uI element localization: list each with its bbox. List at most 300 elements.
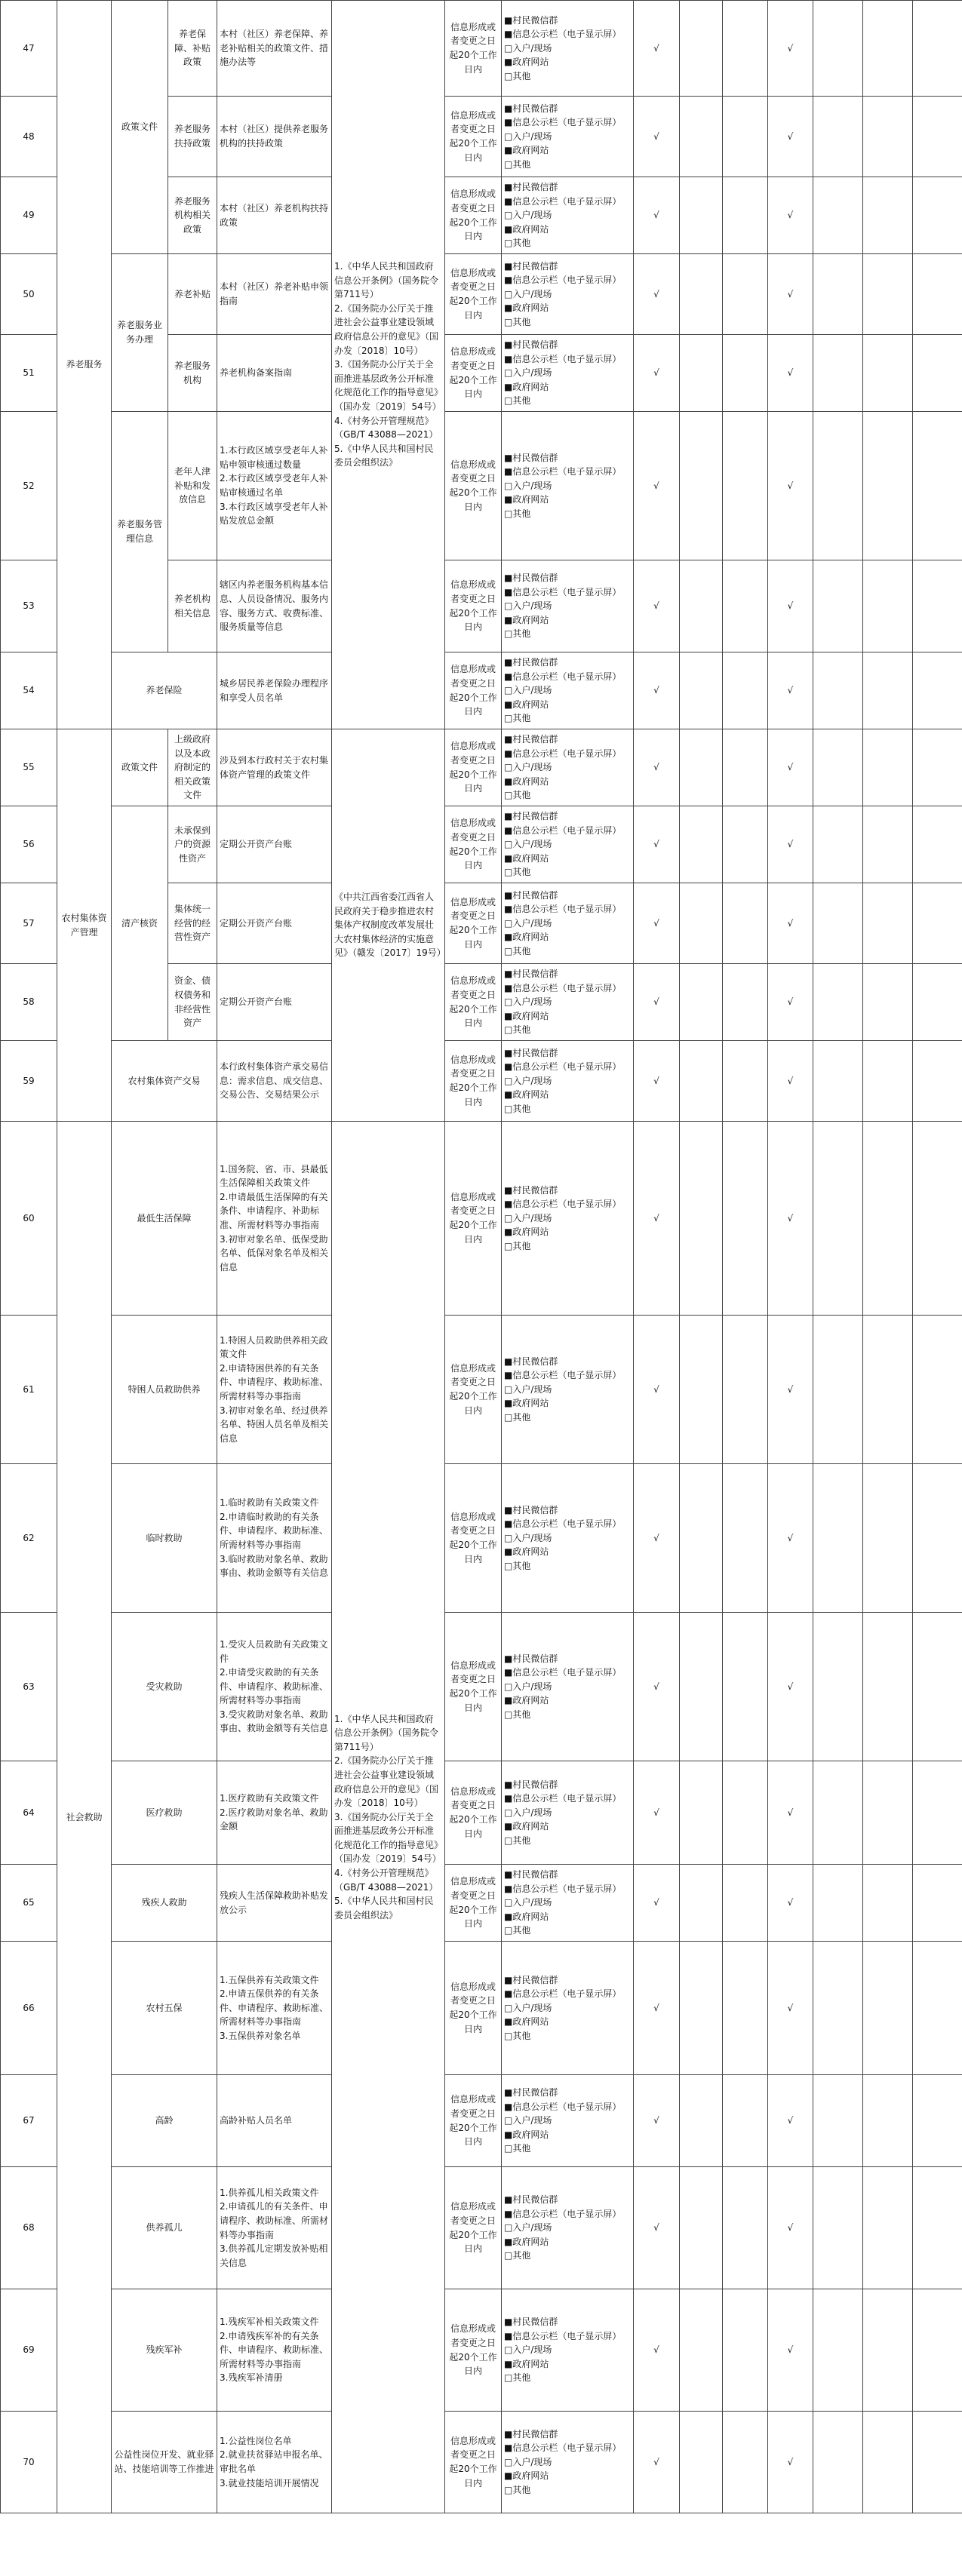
table-cell [680,412,723,560]
table-cell: 公益性岗位开发、就业驿站、技能培训等工作推进 [112,2412,217,2513]
table-cell [863,1761,913,1865]
check-mark: √ [768,1,813,97]
table-cell [813,560,863,652]
channel-option: ■政府网站 [504,1010,549,1021]
disclosure-timing: 信息形成或者变更之日起20个工作日内 [445,1865,502,1942]
channel-option: ■政府网站 [504,1398,549,1409]
channel-option: ■政府网站 [504,2236,549,2247]
channel-option: ■政府网站 [504,852,549,864]
table-cell [680,335,723,412]
table-cell [813,1316,863,1464]
table-cell: 本村（社区）养老保障、养老补贴相关的政策文件、措施办法等 [217,1,332,97]
channel-option: ■政府网站 [504,57,549,68]
channel-option: ■信息公示栏（电子显示屏） [504,353,622,364]
check-mark: √ [768,806,813,883]
row-number: 56 [1,806,57,883]
table-cell [863,1865,913,1942]
table-cell [913,806,962,883]
disclosure-timing: 信息形成或者变更之日起20个工作日内 [445,97,502,177]
table-cell: 养老服务机构相关政策 [168,177,217,254]
row-number: 70 [1,2412,57,2513]
table-cell [680,1761,723,1865]
table-cell [913,1464,962,1613]
channel-option: ■信息公示栏（电子显示屏） [504,982,622,993]
check-mark: √ [634,1464,680,1613]
table-cell [813,1761,863,1865]
check-mark: √ [634,2167,680,2289]
disclosure-timing: 信息形成或者变更之日起20个工作日内 [445,883,502,964]
channel-option: □入户/现场 [504,685,552,696]
table-cell [723,335,768,412]
table-row [1,652,962,729]
check-mark: √ [768,335,813,412]
disclosure-timing: 信息形成或者变更之日起20个工作日内 [445,806,502,883]
table-cell [813,2075,863,2167]
disclosure-channels [502,806,634,883]
channel-option: ■村民微信群 [504,1504,558,1515]
table-row [1,1761,962,1865]
table-cell [723,1122,768,1316]
channel-option: □其他 [504,1560,531,1571]
table-cell [913,1,962,97]
check-mark: √ [634,1761,680,1865]
table-cell [680,254,723,335]
table-cell: 资金、债权债务和非经营性资产 [168,964,217,1041]
channel-option: ■村民微信群 [504,1779,558,1790]
channel-option: □其他 [504,1411,531,1423]
channel-option: ■政府网站 [504,2129,549,2140]
channel-option: ■村民微信群 [504,452,558,463]
channel-option: □其他 [504,2484,531,2495]
channel-option: □入户/现场 [504,130,552,142]
disclosure-channels [502,2075,634,2167]
table-cell [723,254,768,335]
table-cell [723,1041,768,1122]
disclosure-timing: 信息形成或者变更之日起20个工作日内 [445,335,502,412]
table-cell [723,1942,768,2075]
channel-option: ■政府网站 [504,1821,549,1832]
channel-option: □入户/现场 [504,2002,552,2013]
check-mark: √ [768,560,813,652]
table-cell [913,652,962,729]
channel-option: ■政府网站 [504,1695,549,1706]
channel-option: ■政府网站 [504,1546,549,1558]
table-body [1,1,962,2513]
check-mark: √ [768,1464,813,1613]
check-mark: √ [634,254,680,335]
table-cell [813,2289,863,2412]
table-row [1,2289,962,2412]
table-cell: 1.公益性岗位名单 2.就业扶贫驿站申报名单、审批名单 3.就业技能培训开展情况 [217,2412,332,2513]
channel-option: □其他 [504,1835,531,1846]
table-cell: 高龄补贴人员名单 [217,2075,332,2167]
table-cell [863,1041,913,1122]
table-cell: 医疗救助 [112,1761,217,1865]
check-mark: √ [768,97,813,177]
row-number: 47 [1,1,57,97]
table-cell: 残疾人救助 [112,1865,217,1942]
table-cell [913,335,962,412]
channel-option: ■政府网站 [504,223,549,235]
check-mark: √ [768,2167,813,2289]
disclosure-channels [502,1464,634,1613]
disclosure-timing: 信息形成或者变更之日起20个工作日内 [445,1613,502,1761]
table-cell [813,806,863,883]
table-cell [813,335,863,412]
channel-option: ■村民微信群 [504,1974,558,1985]
table-cell [723,1316,768,1464]
channel-option: □入户/现场 [504,480,552,491]
row-number: 57 [1,883,57,964]
channel-option: □入户/现场 [504,42,552,54]
table-cell: 受灾救助 [112,1613,217,1761]
check-mark: √ [768,2289,813,2412]
channel-option: □入户/现场 [504,1532,552,1543]
channel-option: □入户/现场 [504,1681,552,1692]
table-cell [863,1,913,97]
disclosure-timing: 信息形成或者变更之日起20个工作日内 [445,2412,502,2513]
table-cell: 农村集体资产交易 [112,1041,217,1122]
channel-option: ■信息公示栏（电子显示屏） [504,195,622,207]
channel-option: ■政府网站 [504,1227,549,1238]
channel-option: □入户/现场 [504,839,552,850]
channel-option: ■政府网站 [504,302,549,314]
disclosure-timing: 信息形成或者变更之日起20个工作日内 [445,652,502,729]
channel-option: □其他 [504,2250,531,2261]
channel-option: □入户/现场 [504,996,552,1008]
table-cell [723,2075,768,2167]
disclosure-channels [502,177,634,254]
row-number: 64 [1,1761,57,1865]
check-mark: √ [634,652,680,729]
channel-option: □其他 [504,70,531,81]
table-cell [913,2167,962,2289]
table-cell [680,2167,723,2289]
disclosure-timing: 信息形成或者变更之日起20个工作日内 [445,254,502,335]
disclosure-channels [502,1041,634,1122]
table-cell [813,652,863,729]
channel-option: ■信息公示栏（电子显示屏） [504,2101,622,2112]
table-cell [813,2167,863,2289]
table-row [1,1464,962,1613]
disclosure-channels [502,1942,634,2075]
row-number: 51 [1,335,57,412]
channel-option: □其他 [504,1103,531,1114]
table-cell [913,2412,962,2513]
table-cell [680,1942,723,2075]
table-cell: 本村（社区）提供养老服务机构的扶持政策 [217,97,332,177]
table-cell [813,97,863,177]
check-mark: √ [634,2075,680,2167]
channel-option: ■信息公示栏（电子显示屏） [504,586,622,597]
table-cell [813,2412,863,2513]
channel-option: □入户/现场 [504,367,552,379]
table-cell [723,964,768,1041]
channel-option: □其他 [504,395,531,407]
table-cell [863,412,913,560]
row-number: 65 [1,1865,57,1942]
table-cell [863,254,913,335]
channel-option: ■信息公示栏（电子显示屏） [504,904,622,915]
basis-nongcun: 《中共江西省委江西省人民政府关于稳步推进农村集体产权制度改革发展壮大农村集体经济的实施意见》（赣发〔2017〕19号） [332,729,445,1122]
disclosure-timing: 信息形成或者变更之日起20个工作日内 [445,729,502,806]
channel-option: ■政府网站 [504,1089,549,1101]
table-cell [863,2412,913,2513]
table-cell: 1.本行政区域享受老年人补贴申领审核通过数量 2.本行政区域享受老年人补贴审核通过名单 3.本行政区域享受老年人补贴发放总金额 [217,412,332,560]
channel-option: ■信息公示栏（电子显示屏） [504,2330,622,2341]
channel-option: □其他 [504,1709,531,1720]
row-number: 69 [1,2289,57,2412]
check-mark: √ [768,2075,813,2167]
channel-option: ■村民微信群 [504,1869,558,1881]
table-cell [680,2412,723,2513]
check-mark: √ [768,883,813,964]
channel-option: ■村民微信群 [504,2428,558,2439]
check-mark: √ [634,883,680,964]
check-mark: √ [634,335,680,412]
channel-option: □其他 [504,238,531,249]
channel-option: ■村民微信群 [504,182,558,193]
table-row [1,1,962,97]
channel-option: ■村民微信群 [504,339,558,351]
check-mark: √ [634,1613,680,1761]
table-cell [680,1041,723,1122]
table-cell [863,1122,913,1316]
channel-option: □其他 [504,508,531,519]
channel-option: ■信息公示栏（电子显示屏） [504,1793,622,1804]
channel-option: ■信息公示栏（电子显示屏） [504,748,622,759]
channel-option: ■村民微信群 [504,811,558,822]
channel-option: ■政府网站 [504,2016,549,2028]
table-row [1,254,962,335]
channel-option: ■村民微信群 [504,969,558,980]
table-cell [680,652,723,729]
channel-option: □入户/现场 [504,1897,552,1908]
table-cell: 1.临时救助有关政策文件 2.申请临时救助的有关条件、申请程序、救助标准、所需材料等办事指南 3.临时救助对象名单、救助事由、救助金额等有关信息 [217,1464,332,1613]
row-number: 63 [1,1613,57,1761]
channel-option: □其他 [504,713,531,724]
channel-option: ■村民微信群 [504,260,558,272]
table-cell [723,1613,768,1761]
table-cell [863,1316,913,1464]
table-cell: 政策文件 [112,729,168,806]
channel-option: □其他 [504,2372,531,2384]
table-cell: 集体统一经营的经营性资产 [168,883,217,964]
table-cell: 定期公开资产台账 [217,806,332,883]
table-cell [863,964,913,1041]
channel-option: ■信息公示栏（电子显示屏） [504,2208,622,2219]
table-cell [813,1041,863,1122]
table-row [1,1041,962,1122]
table-cell: 养老机构相关信息 [168,560,217,652]
disclosure-timing: 信息形成或者变更之日起20个工作日内 [445,1316,502,1464]
table-cell [863,1942,913,2075]
channel-option: □其他 [504,1925,531,1936]
table-cell [863,1464,913,1613]
check-mark: √ [768,1865,813,1942]
channel-option: ■村民微信群 [504,657,558,668]
check-mark: √ [634,964,680,1041]
channel-option: □入户/现场 [504,762,552,773]
disclosure-channels [502,560,634,652]
disclosure-timing: 信息形成或者变更之日起20个工作日内 [445,1,502,97]
row-number: 49 [1,177,57,254]
check-mark: √ [634,806,680,883]
table-cell [913,560,962,652]
table-cell [913,2075,962,2167]
row-number: 52 [1,412,57,560]
disclosure-channels [502,254,634,335]
table-cell [723,177,768,254]
check-mark: √ [634,1865,680,1942]
table-cell [723,806,768,883]
channel-option: □入户/现场 [504,1383,552,1395]
channel-option: ■村民微信群 [504,1356,558,1367]
disclosure-timing: 信息形成或者变更之日起20个工作日内 [445,560,502,652]
channel-option: ■村民微信群 [504,14,558,26]
channel-option: □其他 [504,1240,531,1251]
table-cell [723,97,768,177]
table-cell [680,883,723,964]
disclosure-timing: 信息形成或者变更之日起20个工作日内 [445,1761,502,1865]
disclosure-channels [502,652,634,729]
table-cell [913,1041,962,1122]
channel-option: □入户/现场 [504,600,552,612]
disclosure-channels [502,1122,634,1316]
table-cell [913,1942,962,2075]
table-cell [863,883,913,964]
table-cell: 特困人员救助供养 [112,1316,217,1464]
table-cell [913,729,962,806]
channel-option: □其他 [504,628,531,640]
check-mark: √ [768,729,813,806]
channel-option: □入户/现场 [504,917,552,929]
table-cell: 残疾军补 [112,2289,217,2412]
check-mark: √ [768,1761,813,1865]
table-cell [913,254,962,335]
row-number: 68 [1,2167,57,2289]
channel-option: ■村民微信群 [504,103,558,114]
channel-option: ■村民微信群 [504,573,558,584]
channel-option: ■政府网站 [504,932,549,943]
table-cell [723,2289,768,2412]
channel-option: ■村民微信群 [504,2194,558,2206]
table-cell: 本村（社区）养老机构扶持政策 [217,177,332,254]
table-cell [913,1865,962,1942]
disclosure-timing: 信息形成或者变更之日起20个工作日内 [445,2075,502,2167]
table-row [1,806,962,883]
table-cell [913,177,962,254]
table-cell: 供养孤儿 [112,2167,217,2289]
channel-option: ■政府网站 [504,381,549,392]
table-cell [913,883,962,964]
table-cell [863,729,913,806]
check-mark: √ [634,2289,680,2412]
channel-option: ■政府网站 [504,614,549,625]
table-cell [723,1865,768,1942]
disclosure-timing: 信息形成或者变更之日起20个工作日内 [445,1942,502,2075]
table-cell [913,1761,962,1865]
disclosure-timing: 信息形成或者变更之日起20个工作日内 [445,2289,502,2412]
channel-option: □入户/现场 [504,1075,552,1086]
table-cell [813,1464,863,1613]
channel-option: □其他 [504,790,531,801]
disclosure-channels [502,883,634,964]
disclosure-channels [502,964,634,1041]
row-number: 58 [1,964,57,1041]
table-cell: 1.受灾人员救助有关政策文件 2.申请受灾救助的有关条件、申请程序、救助标准、所需材料等办事指南 3.受灾救助对象名单、救助事由、救助金额等有关信息 [217,1613,332,1761]
disclosure-channels [502,1316,634,1464]
channel-option: □其他 [504,316,531,327]
table-cell [913,97,962,177]
check-mark: √ [768,1041,813,1122]
table-cell [680,2075,723,2167]
table-cell [680,1122,723,1316]
channel-option: ■政府网站 [504,2358,549,2369]
table-cell [680,806,723,883]
channel-option: ■政府网站 [504,2470,549,2482]
table-cell: 1.国务院、省、市、县最低生活保障相关政策文件 2.申请最低生活保障的有关条件、申请程序、补助标准、所需材料等办事指南 3.初审对象名单、低保受助名单、低保对象名单及相关信息 [217,1122,332,1316]
table-cell: 最低生活保障 [112,1122,217,1316]
table-cell [723,1464,768,1613]
table-row [1,412,962,560]
table-cell [813,964,863,1041]
check-mark: √ [634,1122,680,1316]
check-mark: √ [634,2412,680,2513]
check-mark: √ [768,254,813,335]
table-cell [680,2289,723,2412]
disclosure-timing: 信息形成或者变更之日起20个工作日内 [445,1041,502,1122]
channel-option: ■信息公示栏（电子显示屏） [504,1518,622,1530]
row-number: 66 [1,1942,57,2075]
check-mark: √ [768,1613,813,1761]
table-cell [680,560,723,652]
channel-option: □其他 [504,1024,531,1036]
table-cell [913,964,962,1041]
table-cell [723,1761,768,1865]
table-cell: 养老服务机构 [168,335,217,412]
channel-option: ■政府网站 [504,698,549,710]
table-cell [813,729,863,806]
table-cell [723,883,768,964]
table-row [1,2167,962,2289]
disclosure-channels [502,2289,634,2412]
group-yanglao: 养老服务 [57,1,112,729]
check-mark: √ [768,177,813,254]
table-cell: 城乡居民养老保险办理程序和享受人员名单 [217,652,332,729]
channel-option: □入户/现场 [504,1212,552,1224]
channel-option: ■村民微信群 [504,734,558,745]
channel-option: ■信息公示栏（电子显示屏） [504,1988,622,2000]
table-row [1,1122,962,1316]
channel-option: ■信息公示栏（电子显示屏） [504,1199,622,1210]
channel-option: ■村民微信群 [504,2087,558,2099]
row-number: 61 [1,1316,57,1464]
channel-option: ■政府网站 [504,775,549,787]
channel-option: ■村民微信群 [504,2317,558,2328]
row-number: 59 [1,1041,57,1122]
check-mark: √ [768,964,813,1041]
table-cell: 辖区内养老服务机构基本信息、人员设备情况、服务内容、服务方式、收费标准、服务质量等信息 [217,560,332,652]
table-cell [723,2412,768,2513]
channel-option: ■村民微信群 [504,1047,558,1058]
channel-option: □其他 [504,2030,531,2041]
channel-option: ■信息公示栏（电子显示屏） [504,1370,622,1381]
check-mark: √ [768,412,813,560]
table-cell [723,1,768,97]
table-cell: 养老补贴 [168,254,217,335]
channel-option: ■信息公示栏（电子显示屏） [504,1883,622,1894]
